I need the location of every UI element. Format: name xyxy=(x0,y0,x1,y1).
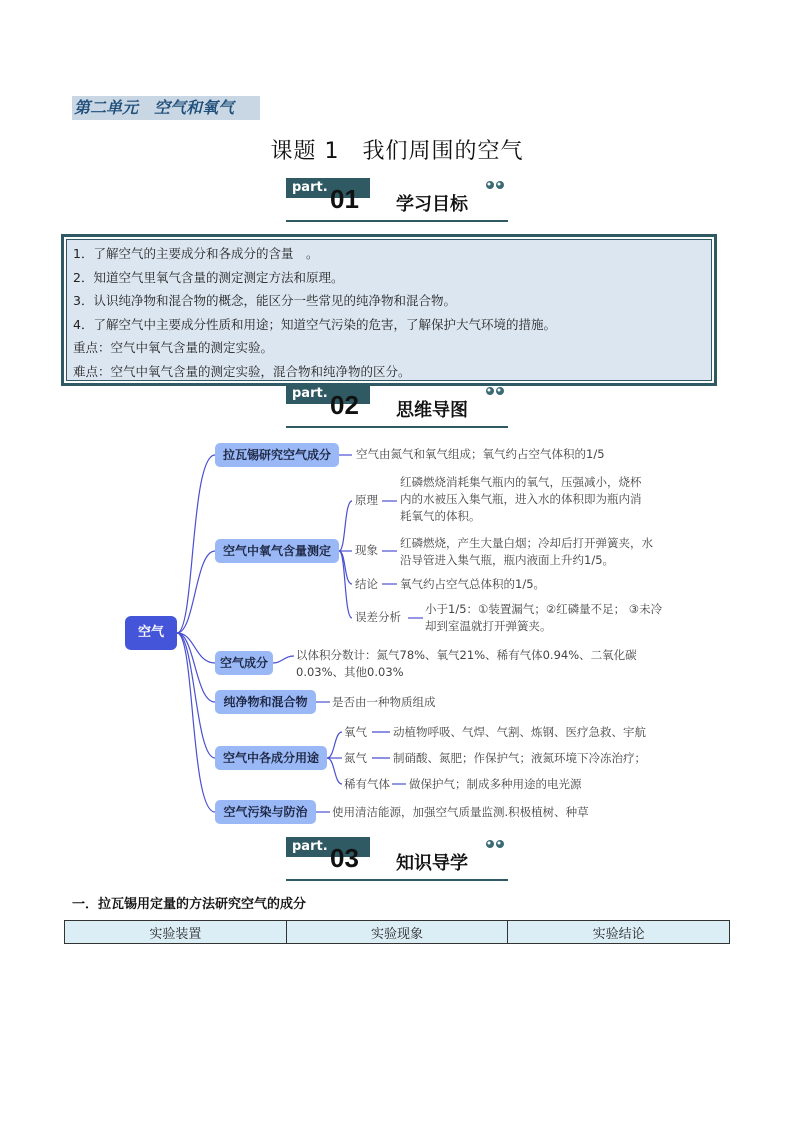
mindmap-text: 红磷燃烧消耗集气瓶内的氧气，压强减小，烧杯 内的水被压入集气瓶，进入水的体积即为瓶内消 耗氧气的体积。 xyxy=(400,475,642,523)
mindmap-root: 空气 xyxy=(125,616,177,650)
mindmap-node-pure-mixture: 纯净物和混合物 xyxy=(215,690,316,714)
mindmap-text: 小于1/5：①装置漏气；②红磷量不足； ③未冷 却到室温就打开弹簧夹。 xyxy=(425,602,663,633)
lesson-title: 课题 1 我们周围的空气 xyxy=(270,139,524,164)
goal-key-point: 重点：空气中氧气含量的测定实验。 xyxy=(73,340,274,355)
mindmap-node-uses: 空气中各成分用途 xyxy=(215,746,327,770)
mindmap-text: 动植物呼吸、气焊、气割、炼钢、医疗急救、宇航 xyxy=(393,725,646,739)
part-title: 思维导图 xyxy=(396,400,468,421)
part-underline xyxy=(286,879,508,881)
mindmap-text: 制硝酸、氮肥；作保护气；液氮环境下冷冻治疗； xyxy=(393,751,646,765)
part-banner-03 xyxy=(286,837,508,881)
part-label: part. xyxy=(286,837,370,857)
mindmap-sub-label: 结论 xyxy=(355,577,378,591)
table-header-cell: 实验结论 xyxy=(508,921,730,944)
table-header-cell: 实验现象 xyxy=(286,921,508,944)
mindmap-sub-label: 原理 xyxy=(355,493,378,507)
goal-item: 2．知道空气里氧气含量的测定测定方法和原理。 xyxy=(73,269,344,285)
mindmap-node-lavoisier: 拉瓦锡研究空气成分 xyxy=(215,443,339,467)
mindmap-text: 做保护气；制成多种用途的电光源 xyxy=(409,777,582,791)
goal-item: 3．认识纯净物和混合物的概念，能区分一些常见的纯净物和混合物。 xyxy=(73,293,456,308)
mindmap-node-pollution: 空气污染与防治 xyxy=(215,800,316,824)
mindmap-sub-label: 氧气 xyxy=(344,725,367,739)
unit-title: 第二单元 空气和氧气 xyxy=(72,96,260,120)
goal-difficulty: 难点：空气中氧气含量的测定实验，混合物和纯净物的区分。 xyxy=(73,363,411,379)
mindmap-text: 使用清洁能源，加强空气质量监测.积极植树、种草 xyxy=(332,805,589,819)
mindmap-sub-label: 氮气 xyxy=(344,751,367,765)
mindmap-text: 红磷燃烧，产生大量白烟；冷却后打开弹簧夹，水 沿导管进入集气瓶，瓶内液面上升约1/5。 xyxy=(400,536,653,567)
part-number: 01 xyxy=(330,184,359,214)
table-header-cell: 实验装置 xyxy=(65,921,287,944)
mindmap-text: 空气由氮气和氧气组成；氧气约占空气体积的1/5 xyxy=(356,447,605,461)
part-title: 学习目标 xyxy=(396,194,468,215)
goal-item: 1．了解空气的主要成分和各成分的含量 。 xyxy=(73,246,319,261)
part-label: part. xyxy=(286,178,370,198)
section-heading: 一．拉瓦锡用定量的方法研究空气的成分 xyxy=(72,897,307,912)
mindmap-text: 是否由一种物质组成 xyxy=(332,695,436,709)
mindmap-text: 以体积分数计：氮气78%、氧气21%、稀有气体0.94%、二氧化碳 0.03%、其他0.03% xyxy=(296,648,637,679)
mindmap-sub-label: 误差分析 xyxy=(355,610,401,624)
droplets-icon xyxy=(484,837,508,851)
mindmap-node-composition: 空气成分 xyxy=(215,651,273,675)
table-row xyxy=(65,921,730,944)
mindmap-node-oxygen-measure: 空气中氧气含量测定 xyxy=(215,539,339,563)
part-title: 知识导学 xyxy=(396,853,468,874)
part-number: 03 xyxy=(330,843,359,873)
experiment-table xyxy=(64,920,730,944)
part-number: 02 xyxy=(330,390,359,420)
mindmap-sub-label: 稀有气体 xyxy=(344,777,390,791)
mindmap-sub-label: 现象 xyxy=(355,543,378,557)
part-label: part. xyxy=(286,384,370,404)
goal-item: 4．了解空气中主要成分性质和用途；知道空气污染的危害，了解保护大气环境的措施。 xyxy=(73,316,556,332)
mindmap-text: 氧气约占空气总体积的1/5。 xyxy=(400,577,546,591)
